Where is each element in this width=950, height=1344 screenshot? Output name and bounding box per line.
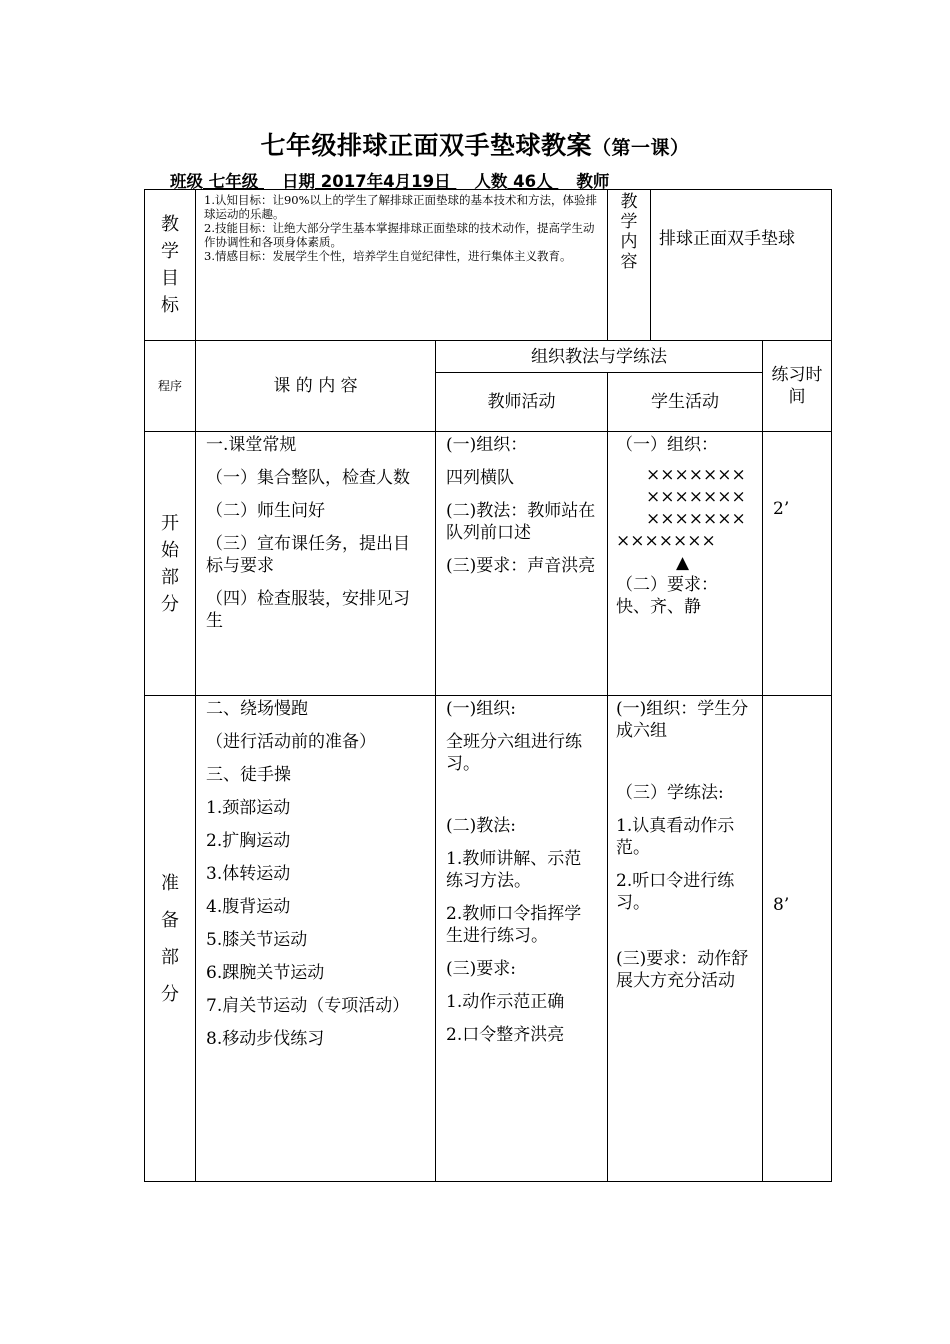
list-item: 2.教师口令指挥学生进行练习。 <box>446 904 582 946</box>
date-value: 2017年4月19日 <box>315 172 457 191</box>
list-item: 1.教师讲解、示范练习方法。 <box>446 849 582 891</box>
list-item: （二）师生问好 <box>206 501 325 521</box>
list-item: 1.认真看动作示范。 <box>616 816 735 858</box>
section-prep-content <box>196 696 436 1182</box>
content-label: 教 学 内 容 <box>608 190 651 341</box>
header-lesson-content: 课 的 内 容 <box>196 341 436 432</box>
date-label: 日期 <box>282 172 315 191</box>
section-prep-time: 8’ <box>763 696 832 1182</box>
section-start-teacher <box>436 432 608 696</box>
list-item: 1.动作示范正确 <box>446 992 565 1012</box>
header-practice-time: 练习时间 <box>763 341 832 432</box>
list-item: (一)组织： <box>446 435 528 455</box>
list-item: 3.体转运动 <box>206 864 291 884</box>
section-start-content <box>196 432 436 696</box>
formation-row: ××××××× <box>646 487 746 507</box>
header-row <box>145 341 832 373</box>
section-prep-student <box>608 696 763 1182</box>
content-value: 排球正面双手垫球 <box>651 190 832 341</box>
list-item: 2.扩胸运动 <box>206 831 291 851</box>
list-item: 2.听口令进行练习。 <box>616 871 735 913</box>
list-item: (一)组织: <box>446 699 516 719</box>
header-teacher-activity: 教师活动 <box>436 373 608 432</box>
list-item: (三)要求: <box>446 959 516 979</box>
list-item: 全班分六组进行练习。 <box>446 732 582 774</box>
list-item: 6.踝腕关节运动 <box>206 963 325 983</box>
section-start-row <box>145 432 832 696</box>
title-main: 七年级排球正面双手垫球教案 <box>260 131 592 160</box>
list-item: 8.移动步伐练习 <box>206 1029 325 1049</box>
formation-row: ××××××× <box>646 465 746 485</box>
list-item: （进行活动前的准备） <box>206 732 376 752</box>
list-item: 1.颈部运动 <box>206 798 291 818</box>
list-item: 四列横队 <box>446 468 514 488</box>
section-start-student <box>608 432 763 696</box>
list-item: (一)组织：学生分成六组 <box>616 699 749 741</box>
list-item: （四）检查服装，安排见习生 <box>206 589 410 631</box>
class-value: 七年级 <box>203 172 264 191</box>
goal-item: 1.认知目标：让90%以上的学生了解排球正面垫球的基本技术和方法，体验排球运动的乐趣。 <box>204 193 598 221</box>
student-req-value: 快、齐、静 <box>616 597 701 617</box>
document-title <box>0 126 950 162</box>
section-start-time: 2’ <box>763 432 832 696</box>
section-start-label: 开 始 部 分 <box>145 432 196 696</box>
lesson-plan-table <box>144 189 832 1182</box>
section-prep-teacher <box>436 696 608 1182</box>
student-org-label: （一）组织： <box>616 435 718 455</box>
list-item: 一.课堂常规 <box>206 435 297 455</box>
section-prep-label: 准 备 部 分 <box>145 696 196 1182</box>
goals-text <box>196 190 608 341</box>
header-student-activity: 学生活动 <box>608 373 763 432</box>
section-prep-row <box>145 696 832 1182</box>
goals-label: 教 学 目 标 <box>145 190 196 341</box>
list-item: （三）学练法: <box>616 783 724 803</box>
list-item: 7.肩关节运动（专项活动） <box>206 996 410 1016</box>
list-item: 二、绕场慢跑 <box>206 699 308 719</box>
list-item: (二)教法：教师站在队列前口述 <box>446 501 596 543</box>
student-req-label: （二）要求： <box>616 575 718 595</box>
header-procedure: 程序 <box>145 341 196 432</box>
list-item: (二)教法: <box>446 816 516 836</box>
formation-row: ××××××× <box>646 509 746 529</box>
formation-row: ××××××× <box>616 531 716 551</box>
goal-item: 2.技能目标：让绝大部分学生基本掌握排球正面垫球的技术动作，提高学生动作协调性和各项身体素质。 <box>204 221 595 249</box>
list-item: （三）宣布课任务，提出目标与要求 <box>206 534 410 576</box>
count-label: 人数 <box>474 172 508 191</box>
list-item: 5.膝关节运动 <box>206 930 308 950</box>
list-item: (三)要求：动作舒展大方充分活动 <box>616 949 749 991</box>
count-value: 46人 <box>507 172 559 191</box>
list-item: （一）集合整队，检查人数 <box>206 468 410 488</box>
goals-row <box>145 190 832 341</box>
list-item: 三、徒手操 <box>206 765 291 785</box>
list-item: 4.腹背运动 <box>206 897 291 917</box>
class-label: 班级 <box>170 172 203 191</box>
title-sub: （第一课） <box>592 137 690 159</box>
list-item: 2.口令整齐洪亮 <box>446 1025 565 1045</box>
goal-item: 3.情感目标：发展学生个性，培养学生自觉纪律性，进行集体主义教育。 <box>204 249 572 263</box>
teacher-position-icon: ▲ <box>676 553 690 573</box>
list-item: (三)要求：声音洪亮 <box>446 556 596 576</box>
teacher-label: 教师 <box>576 172 610 191</box>
header-org-methods: 组织教法与学练法 <box>436 341 763 373</box>
